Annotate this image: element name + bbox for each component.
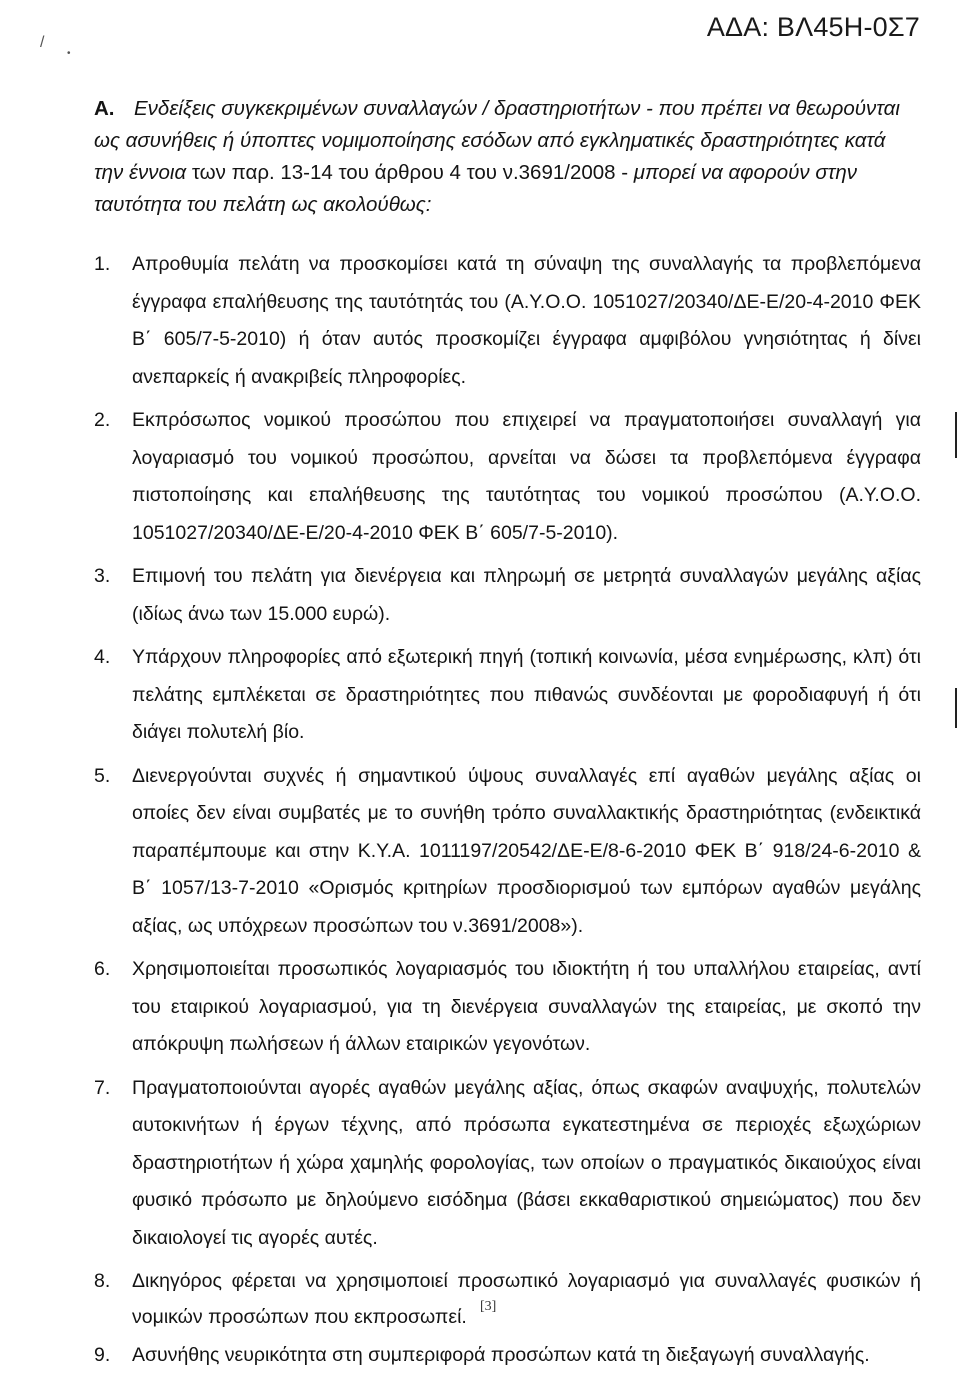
item-text: Υπάρχουν πληροφορίες από εξωτερική πηγή (τοπική κοινωνία, μέσα ενημέρωσης, κλπ) ότι πελάτης εμπλέκεται σε δραστηριότητες που πιθανώς συνδέονται με φοροδιαφυγή ή ότι διάγει πολυτελή βίο. bbox=[132, 646, 921, 743]
item-text: Δικηγόρος φέρεται να χρησιμοποιεί προσωπικό λογαριασμό για συναλλαγές φυσικών ή νομικών προσώπων που εκπροσωπεί. bbox=[132, 1270, 921, 1328]
heading-italic-text: Ενδείξεις συγκεκριμένων συναλλαγών / δραστηριοτήτων - που πρέπει να θεωρούνται ως ασυνήθεις ή ύποπτες νομιμοποίησης εσόδων από εγκληματικές δραστηριότητες κατά την έννοια bbox=[94, 97, 900, 184]
indicators-list bbox=[94, 246, 921, 1375]
item-number: 1. bbox=[94, 253, 111, 275]
scan-edge-mark bbox=[955, 412, 957, 458]
item-number: 5. bbox=[94, 764, 111, 787]
item-text: Απροθυμία πελάτη να προσκομίσει κατά τη σύναψη της συναλλαγής τα προβλεπόμενα έγγραφα επαλήθευσης της ταυτότητάς του (Α.Υ.Ο.Ο. 1051027/20340/ΔΕ-Ε/20-4-2010 ΦΕΚ Β΄ 605/7-5-2010) ή όταν αυτός προσκομίζει έγγραφα αμφιβόλου γνησιότητας ή δίνει ανεπαρκείς ή ανακριβείς πληροφορίες. bbox=[132, 253, 921, 388]
list-item bbox=[94, 558, 921, 633]
item-number: 2. bbox=[94, 409, 111, 431]
item-text: Διενεργούνται συχνές ή σημαντικού ύψους συναλλαγές επί αγαθών μεγάλης αξίας οι οποίες δεν είναι συμβατές με το συνήθη τρόπο συναλλακτικής δραστηριότητας (ενδεικτικά παραπέμπουμε και στην Κ.Υ.Α. 1011197/20542/ΔΕ-Ε/8-6-2010 ΦΕΚ Β΄ 918/24-6-2010 & Β΄ 1057/13-7-2010 «Ορισμός κριτηρίων προσδιορισμού των εμπόρων αγαθών μεγάλης αξίας, ως υπόχρεων προσώπων του ν.3691/2008»). bbox=[132, 764, 921, 937]
item-text: Επιμονή του πελάτη για διενέργεια και πληρωμή σε μετρητά συναλλαγών μεγάλης αξίας (ιδίως άνω των 15.000 ευρώ). bbox=[132, 565, 921, 625]
item-number: 4. bbox=[94, 646, 111, 668]
page-number: [3] bbox=[480, 1299, 497, 1314]
item-number: 6. bbox=[94, 958, 111, 980]
item-text: Χρησιμοποιείται προσωπικός λογαριασμός του ιδιοκτήτη ή του υπαλλήλου εταιρείας, αντί του εταιρικού λογαριασμού, για τη διενέργεια συναλλαγών της εταιρείας, με σκοπό την απόκρυψη πωλήσεων ή άλλων εταιρικών γεγονότων. bbox=[132, 958, 921, 1055]
section-letter: Α. bbox=[94, 97, 115, 120]
scan-speck: / bbox=[40, 34, 45, 51]
list-item bbox=[94, 1070, 921, 1258]
item-number: 9. bbox=[94, 1344, 111, 1366]
list-item bbox=[94, 758, 921, 946]
heading-italic-end: μπορεί να αφορούν στην ταυτότητα του πελάτη ως ακολούθως: bbox=[94, 161, 857, 216]
section-heading bbox=[94, 93, 920, 221]
list-item bbox=[94, 1263, 921, 1335]
item-number: 3. bbox=[94, 565, 111, 587]
list-item bbox=[94, 1337, 921, 1373]
item-text: Ασυνήθης νευρικότητα στη συμπεριφορά προσώπων κατά τη διεξαγωγή συναλλαγής. bbox=[132, 1344, 870, 1366]
list-item bbox=[94, 246, 921, 396]
item-text: Εκπρόσωπος νομικού προσώπου που επιχειρεί να πραγματοποιήσει συναλλαγή για λογαριασμό του νομικού προσώπου, αρνείται να δώσει τα προβλεπόμενα έγγραφα πιστοποίησης και επαλήθευσης της ταυτότητας του νομικού προσώπου (Α.Υ.Ο.Ο. 1051027/20340/ΔΕ-Ε/20-4-2010 ΦΕΚ Β΄ 605/7-5-2010). bbox=[132, 409, 921, 544]
scan-speck: • bbox=[67, 48, 71, 59]
ada-code: ΑΔΑ: ΒΛ45Η-0Σ7 bbox=[706, 12, 920, 42]
scan-edge-mark bbox=[955, 688, 957, 728]
list-item bbox=[94, 639, 921, 752]
heading-regular-text: των παρ. 13-14 του άρθρου 4 του ν.3691/2008 - bbox=[186, 161, 634, 184]
item-number: 8. bbox=[94, 1270, 111, 1292]
item-number: 7. bbox=[94, 1076, 111, 1099]
list-item bbox=[94, 402, 921, 552]
item-text: Πραγματοποιούνται αγορές αγαθών μεγάλης αξίας, όπως σκαφών αναψυχής, πολυτελών αυτοκινήτων ή έργων τέχνης, από πρόσωπα εγκατεστημένα σε περιοχές εξωχώριων δραστηριοτήτων ή χώρα χαμηλής φορολογίας, των οποίων ο πραγματικός δικαιούχος είναι φυσικό πρόσωπο με δηλούμενο εισόδημα (βάσει εκκαθαριστικού σημειώματος) που δεν δικαιολογεί τις αγορές αυτές. bbox=[132, 1076, 921, 1249]
list-item bbox=[94, 951, 921, 1064]
